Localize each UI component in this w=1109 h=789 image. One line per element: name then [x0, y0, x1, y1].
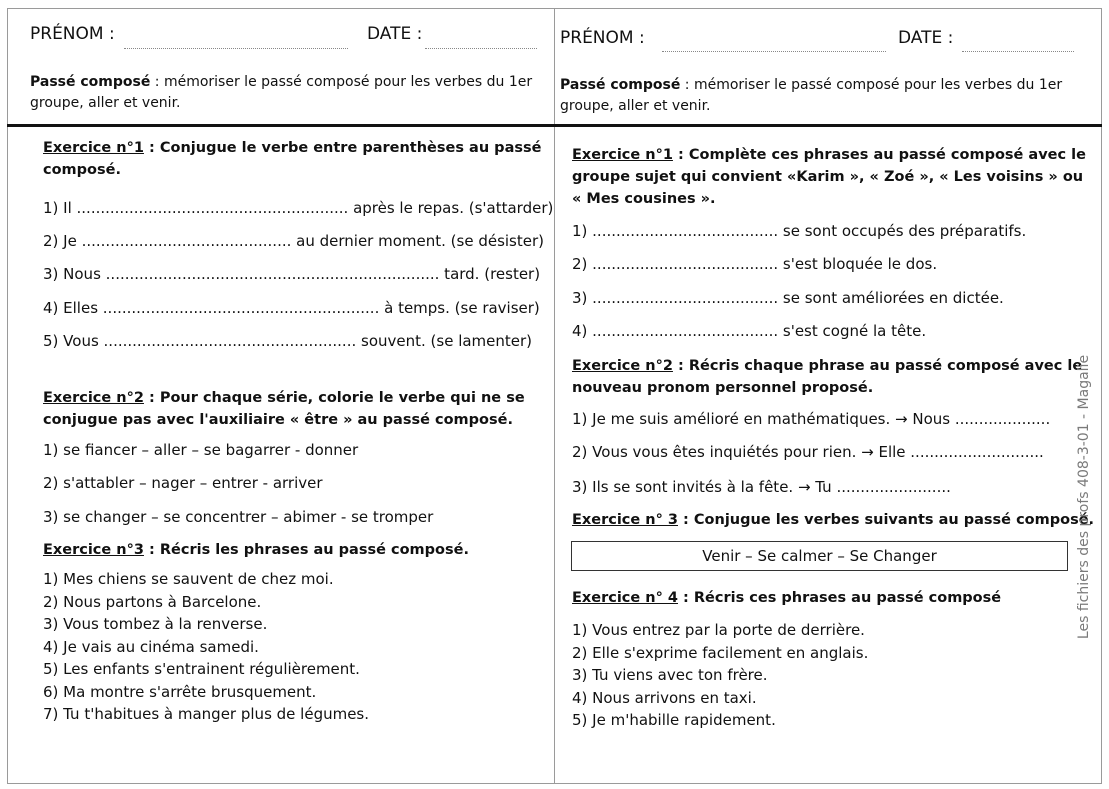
left-ex1-item: 5) Vous ..................................................... souvent. (se lamenter) — [43, 332, 533, 350]
right-ex1-title-line2: groupe sujet qui convient «Karim », « Zoé », « Les voisins » ou — [572, 169, 1084, 185]
date-field-left[interactable] — [425, 48, 537, 49]
right-ex4-list — [572, 619, 868, 732]
left-ex1-item: 3) Nous ...................................................................... tard. (rester) — [43, 265, 541, 283]
verb-box: Venir – Se calmer – Se Changer — [571, 541, 1068, 571]
list-item: 2) Nous partons à Barcelone. — [43, 592, 262, 611]
right-ex2-item: 3) Ils se sont invités à la fête. → Tu ........................ — [572, 478, 951, 496]
left-ex3-title — [43, 539, 469, 561]
right-ex1-item: 3) ....................................... se sont améliorées en dictée. — [572, 289, 1004, 307]
date-label-left: DATE : — [367, 24, 423, 44]
right-ex3-title — [572, 509, 1094, 531]
right-ex4-title-rest: : Récris ces phrases au passé composé — [678, 590, 1002, 606]
right-ex1-title — [572, 144, 1086, 210]
right-ex2-title-rest: : Récris chaque phrase au passé composé avec le — [672, 358, 1083, 374]
left-ex1-title-rest: : Conjugue le verbe entre parenthèses au passé — [143, 140, 542, 156]
intro-bold-left: Passé composé — [30, 74, 151, 90]
intro-left — [30, 72, 540, 114]
right-ex2-num: Exercice n°2 — [572, 358, 673, 374]
list-item: 3) Tu viens avec ton frère. — [572, 666, 768, 684]
left-ex2-item: 3) se changer – se concentrer – abimer - se tromper — [43, 508, 434, 526]
right-ex4-num: Exercice n° 4 — [572, 590, 678, 606]
list-item: 1) Vous entrez par la porte de derrière. — [572, 621, 865, 639]
prenom-label-left: PRÉNOM : — [30, 24, 115, 44]
intro-rest-left: : mémoriser le passé composé pour les verbes du 1er — [150, 74, 533, 90]
list-item: 4) Nous arrivons en taxi. — [572, 688, 757, 707]
list-item: 5) Les enfants s'entrainent régulièrement. — [43, 660, 360, 678]
side-note: Les fichiers des profs 408-3-01 - Magalie — [1076, 354, 1092, 640]
list-item: 3) Vous tombez à la renverse. — [43, 615, 268, 633]
list-item: 6) Ma montre s'arrête brusquement. — [43, 682, 317, 701]
list-item: 4) Je vais au cinéma samedi. — [43, 637, 259, 656]
left-ex2-item: 1) se fiancer – aller – se bagarrer - donner — [43, 441, 359, 459]
left-ex1-title — [43, 137, 541, 181]
right-ex4-title — [572, 587, 1001, 609]
prenom-field-right[interactable] — [662, 51, 886, 52]
right-ex1-item: 1) ....................................... se sont occupés des préparatifs. — [572, 222, 1027, 240]
list-item: 1) Mes chiens se sauvent de chez moi. — [43, 570, 334, 588]
right-ex3-num: Exercice n° 3 — [572, 512, 678, 528]
left-ex1-title-line2: composé. — [43, 162, 121, 178]
list-item: 2) Elle s'exprime facilement en anglais. — [572, 643, 869, 662]
prenom-label-right: PRÉNOM : — [560, 28, 645, 48]
left-ex1-item: 4) Elles .......................................................... à temps. (se raviser) — [43, 299, 540, 317]
right-ex1-item: 2) ....................................... s'est bloquée le dos. — [572, 255, 938, 273]
left-ex1-item: 2) Je ............................................ au dernier moment. (se désister) — [43, 232, 544, 250]
right-ex1-title-rest: : Complète ces phrases au passé composé avec le — [672, 147, 1086, 163]
left-ex2-title — [43, 387, 525, 431]
right-ex2-item: 1) Je me suis amélioré en mathématiques. → Nous .................... — [572, 410, 1051, 428]
right-ex1-item: 4) ....................................... s'est cogné la tête. — [572, 322, 927, 340]
right-ex1-num: Exercice n°1 — [572, 147, 673, 163]
list-item: 5) Je m'habille rapidement. — [572, 711, 776, 729]
left-ex3-list — [43, 568, 369, 726]
left-ex2-num: Exercice n°2 — [43, 390, 144, 406]
date-label-right: DATE : — [898, 28, 954, 48]
right-ex2-title-line2: nouveau pronom personnel proposé. — [572, 380, 874, 396]
intro-rest-right: : mémoriser le passé composé pour les verbes du 1er — [680, 77, 1063, 93]
header-rule — [7, 124, 1102, 127]
right-ex1-title-line3: « Mes cousines ». — [572, 191, 716, 207]
intro-line2-left: groupe, aller et venir. — [30, 95, 181, 111]
left-ex1-num: Exercice n°1 — [43, 140, 144, 156]
left-ex2-title-rest: : Pour chaque série, colorie le verbe qui ne se — [143, 390, 525, 406]
right-ex2-title — [572, 355, 1082, 399]
intro-line2-right: groupe, aller et venir. — [560, 98, 711, 114]
right-ex3-title-rest: : Conjugue les verbes suivants au passé composé. — [678, 512, 1095, 528]
left-ex2-item: 2) s'attabler – nager – entrer - arriver — [43, 474, 323, 492]
intro-right — [560, 75, 1080, 117]
list-item: 7) Tu t'habitues à manger plus de légumes. — [43, 705, 370, 723]
left-ex3-num: Exercice n°3 — [43, 542, 144, 558]
right-ex2-item: 2) Vous vous êtes inquiétés pour rien. → Elle ............................ — [572, 443, 1044, 461]
prenom-field-left[interactable] — [124, 48, 348, 49]
left-ex1-item: 1) Il ......................................................... après le repas. (s'attarder) — [43, 199, 554, 217]
intro-bold-right: Passé composé — [560, 77, 681, 93]
date-field-right[interactable] — [962, 51, 1074, 52]
left-ex2-title-line2: conjugue pas avec l'auxiliaire « être » au passé composé. — [43, 412, 513, 428]
left-ex3-title-rest: : Récris les phrases au passé composé. — [143, 542, 469, 558]
